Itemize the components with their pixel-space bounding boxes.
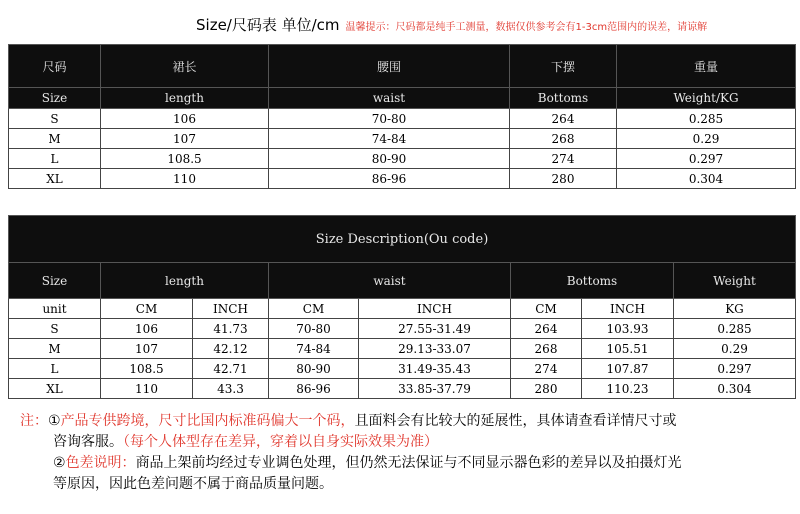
table-cell: 110 xyxy=(101,169,269,189)
table-row xyxy=(9,359,796,379)
table-cell: M xyxy=(9,339,101,359)
cn-header-cell: 重量 xyxy=(617,45,796,88)
table-cell: S xyxy=(9,109,101,129)
table-cell: 108.5 xyxy=(101,359,193,379)
note-1-cont-text: 咨询客服。 xyxy=(53,434,123,450)
cn-header-cell: 下摆 xyxy=(510,45,617,88)
table-cell: L xyxy=(9,149,101,169)
table-cell: 264 xyxy=(511,319,582,339)
table-cell: M xyxy=(9,129,101,149)
unit-row xyxy=(9,299,796,319)
table-cell: 106 xyxy=(101,109,269,129)
table-cell: 110 xyxy=(101,379,193,399)
table-cell: 264 xyxy=(510,109,617,129)
table-cell: L xyxy=(9,359,101,379)
table-cell: 0.297 xyxy=(674,359,796,379)
notes-label: 注： xyxy=(20,413,48,429)
table-cell: 74-84 xyxy=(269,129,510,149)
en-header-cell: Size xyxy=(9,88,101,109)
cn-header-cell: 裙长 xyxy=(101,45,269,88)
notes-block xyxy=(20,411,790,495)
unit-cell: INCH xyxy=(193,299,269,319)
table-cell: 280 xyxy=(510,169,617,189)
note-2-marker: ② xyxy=(53,455,66,471)
table-cell: 0.29 xyxy=(617,129,796,149)
caption-row xyxy=(9,216,796,263)
note-2-text: 商品上架前均经过专业调色处理，但仍然无法保证与不同显示器色彩的差异以及拍摄灯光 xyxy=(135,455,682,471)
table-cell: 74-84 xyxy=(269,339,359,359)
note-1-paren: （每个人体型存在差异，穿着以自身实际效果为准） xyxy=(123,434,438,450)
header-row xyxy=(9,263,796,299)
size-table-cn xyxy=(8,44,796,189)
table-cell: 41.73 xyxy=(193,319,269,339)
table-cell: 268 xyxy=(510,129,617,149)
note-1-marker: ① xyxy=(48,413,61,429)
table-cell: 103.93 xyxy=(582,319,674,339)
note-1 xyxy=(20,411,790,432)
unit-cell: CM xyxy=(101,299,193,319)
table-cell: 0.304 xyxy=(674,379,796,399)
table-cell: 86-96 xyxy=(269,169,510,189)
header-cell: Weight xyxy=(674,263,796,299)
note-1-highlight: 产品专供跨境，尺寸比国内标准码偏大一个码， xyxy=(60,413,355,429)
table-cell: 107 xyxy=(101,129,269,149)
table-row xyxy=(9,339,796,359)
table-cell: 105.51 xyxy=(582,339,674,359)
cn-header-cell: 尺码 xyxy=(9,45,101,88)
table-cell: 0.297 xyxy=(617,149,796,169)
table-cell: 86-96 xyxy=(269,379,359,399)
table-cell: 27.55-31.49 xyxy=(359,319,511,339)
header-cell: length xyxy=(101,263,269,299)
note-2-continued xyxy=(20,474,790,495)
note-2-cont-text: 等原因，因此色差问题不属于商品质量问题。 xyxy=(53,476,333,492)
note-1-text: 且面料会有比较大的延展性，具体请查看详情尺寸或 xyxy=(354,413,677,429)
size-chart-title: Size/尺码表 单位/cm xyxy=(196,16,340,34)
table-cell: 107.87 xyxy=(582,359,674,379)
table-cell: 42.12 xyxy=(193,339,269,359)
table-cell: 43.3 xyxy=(193,379,269,399)
table-row xyxy=(9,319,796,339)
table-cell: 33.85-37.79 xyxy=(359,379,511,399)
table-cell: 42.71 xyxy=(193,359,269,379)
table-cell: 70-80 xyxy=(269,109,510,129)
table-cell: 80-90 xyxy=(269,359,359,379)
table-row xyxy=(9,379,796,399)
note-1-continued xyxy=(20,432,790,453)
en-header-cell: waist xyxy=(269,88,510,109)
table-cell: 107 xyxy=(101,339,193,359)
table-cell: 110.23 xyxy=(582,379,674,399)
header-cell: Bottoms xyxy=(511,263,674,299)
header-cell: waist xyxy=(269,263,511,299)
table-row xyxy=(9,129,796,149)
unit-cell: KG xyxy=(674,299,796,319)
en-header-row xyxy=(9,88,796,109)
measurement-hint: 温馨提示：尺码都是纯手工测量，数据仅供参考会有1-3cm范围内的误差，请谅解 xyxy=(345,22,708,33)
cn-header-row xyxy=(9,45,796,88)
table-cell: 268 xyxy=(511,339,582,359)
table-cell: 280 xyxy=(511,379,582,399)
unit-cell: CM xyxy=(511,299,582,319)
table-cell: 0.285 xyxy=(674,319,796,339)
table-cell: XL xyxy=(9,169,101,189)
table-cell: 29.13-33.07 xyxy=(359,339,511,359)
table-cell: 108.5 xyxy=(101,149,269,169)
table-cell: 31.49-35.43 xyxy=(359,359,511,379)
en-header-cell: length xyxy=(101,88,269,109)
unit-cell: INCH xyxy=(582,299,674,319)
unit-cell: INCH xyxy=(359,299,511,319)
unit-cell: CM xyxy=(269,299,359,319)
table-cell: 274 xyxy=(510,149,617,169)
note-2-highlight: 色差说明： xyxy=(65,455,136,471)
table-cell: XL xyxy=(9,379,101,399)
table-cell: 0.29 xyxy=(674,339,796,359)
table-cell: 0.285 xyxy=(617,109,796,129)
cn-header-cell: 腰围 xyxy=(269,45,510,88)
table-cell: 274 xyxy=(511,359,582,379)
en-header-cell: Bottoms xyxy=(510,88,617,109)
table-cell: 80-90 xyxy=(269,149,510,169)
table-cell: 0.304 xyxy=(617,169,796,189)
size-table-intl xyxy=(8,215,796,399)
unit-cell: unit xyxy=(9,299,101,319)
title-line xyxy=(196,14,796,35)
table-cell: 106 xyxy=(101,319,193,339)
header-cell: Size xyxy=(9,263,101,299)
table-row xyxy=(9,169,796,189)
table-row xyxy=(9,149,796,169)
size-description-caption: Size Description(Ou code) xyxy=(9,216,796,263)
table-cell: 70-80 xyxy=(269,319,359,339)
note-2 xyxy=(20,453,790,474)
table-row xyxy=(9,109,796,129)
table-cell: S xyxy=(9,319,101,339)
en-header-cell: Weight/KG xyxy=(617,88,796,109)
